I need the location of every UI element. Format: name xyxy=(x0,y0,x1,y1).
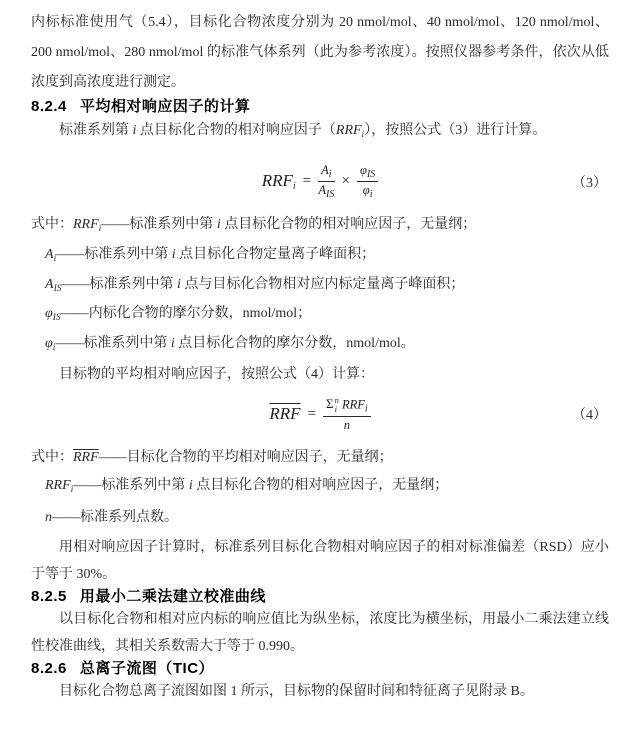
text-segment: φ xyxy=(45,306,53,322)
equation-3 xyxy=(31,156,609,208)
text-segment: ——目标化合物的平均相对响应因子，无量纲； xyxy=(98,450,393,466)
text-segment: A xyxy=(45,246,54,262)
text-segment: A xyxy=(45,276,54,292)
equation-number: （3） xyxy=(572,175,607,191)
paragraph-rrf-intro xyxy=(31,116,609,150)
multiplication-sign: × xyxy=(341,173,351,190)
text-segment: RRF xyxy=(335,123,362,138)
definition-label: 式中： xyxy=(31,450,73,466)
text-segment: i xyxy=(70,484,74,495)
section-number: 8.2.4 xyxy=(31,98,67,115)
text-segment: 点目标化合物的相对响应因子，无量纲； xyxy=(192,478,449,494)
fraction-numerator: Σ n i $RRF_i$ xyxy=(323,396,371,417)
equals-sign: = xyxy=(307,405,316,422)
formula-4 xyxy=(269,396,370,432)
definition-item xyxy=(31,301,609,331)
text-segment: 点与目标化合物相对应内标定量离子峰面积； xyxy=(180,276,465,292)
text-segment: 以目标化合物和相对应内标的响应值比为纵坐标，浓度比为横坐标，用最小二乘法建立线性校准曲线，其相关系数需大于等于 0.990。 xyxy=(31,611,609,654)
equation-number: （4） xyxy=(572,408,607,424)
text-segment: RRF xyxy=(73,216,99,232)
fraction-denominator: $\varphi_i$ xyxy=(362,183,373,201)
text-segment: i xyxy=(361,129,365,140)
text-segment: IS xyxy=(53,283,62,294)
text-segment: ——标准系列中第 xyxy=(101,216,217,232)
text-segment: 内标标准使用气（5.4），目标化合物浓度分别为 20 nmol/mol、40 nmol/mol、120 nmol/mol、200 nmol/mol、280 nmol/mol 的标准气体系列（此为参考浓度）。按照仪器参考条件，依次从低浓度到高浓度进行测定。 xyxy=(31,15,609,90)
text-segment: 点目标化合物定量离子峰面积； xyxy=(175,246,376,262)
paragraph-rsd-requirement xyxy=(31,534,609,588)
section-heading-825 xyxy=(31,588,609,606)
text-segment: ——标准系列中第 xyxy=(56,246,172,262)
definition-item xyxy=(31,331,609,361)
section-number: 8.2.6 xyxy=(31,659,67,677)
definition-item xyxy=(31,444,609,472)
paragraph-tic xyxy=(31,678,609,705)
text-segment: 标准系列第 xyxy=(59,123,133,138)
fraction-numerator: $\varphi_{IS}$ xyxy=(357,163,378,183)
fraction-sum-over-n xyxy=(323,396,371,432)
section-heading-824 xyxy=(31,98,609,116)
definition-item xyxy=(31,504,609,532)
text-segment: i xyxy=(52,343,56,354)
formula4-lhs-mean-rrf: $\overline{RRF}$ xyxy=(269,404,301,424)
text-segment: 点目标化合物的相对响应因子（ xyxy=(136,123,336,138)
text-segment: ——标准系列点数。 xyxy=(52,509,178,525)
text-segment: i xyxy=(98,223,102,234)
fraction-denominator: n xyxy=(343,417,350,432)
section-number: 8.2.5 xyxy=(31,587,67,605)
paragraph-calibration-curve xyxy=(31,606,609,660)
section-heading-826 xyxy=(31,660,609,678)
text-segment: ——标准系列中第 xyxy=(73,478,189,494)
formula3-lhs: RRFi xyxy=(261,171,296,193)
fraction-mole-ratio xyxy=(357,163,378,201)
paragraph-average-intro xyxy=(31,361,609,388)
text-segment: i xyxy=(171,246,176,262)
text-segment: ——标准系列中第 xyxy=(61,276,177,292)
text-segment: ——内标化合物的摩尔分数，nmol/mol； xyxy=(60,306,312,322)
text-segment: 点目标化合物的相对响应因子，无量纲； xyxy=(220,216,477,232)
text-segment: i xyxy=(177,276,181,292)
definition-item xyxy=(31,242,609,272)
fraction-area-ratio xyxy=(318,163,334,201)
text-segment: $\overline{RRF}$ xyxy=(73,450,99,466)
definition-item xyxy=(31,272,609,302)
text-segment: i xyxy=(188,478,193,494)
text-segment: 目标化合物总离子流图如图 1 所示，目标物的保留时间和特征离子见附录 B。 xyxy=(59,683,534,699)
text-segment: ——标准系列中第 xyxy=(55,336,171,352)
definitions-list-eq3 xyxy=(31,212,609,361)
text-segment: n xyxy=(45,509,52,525)
text-segment: RRF xyxy=(45,478,71,494)
definition-item xyxy=(31,212,609,242)
section-title: 平均相对响应因子的计算 xyxy=(79,98,251,115)
definition-label: 式中： xyxy=(31,216,73,232)
paragraph-intro xyxy=(31,8,609,98)
fraction-denominator: $A_{IS}$ xyxy=(318,183,335,201)
text-segment: φ xyxy=(45,336,53,352)
formula-3 xyxy=(262,163,379,201)
text-segment: ），按照公式（3）进行计算。 xyxy=(364,123,547,138)
text-segment: 点目标化合物的摩尔分数，nmol/mol。 xyxy=(174,336,415,352)
summation-symbol: Σ n i xyxy=(325,394,339,414)
text-segment: IS xyxy=(52,313,61,324)
equation-4 xyxy=(31,390,609,438)
text-segment: i xyxy=(53,253,57,264)
text-segment: 用相对响应因子计算时，标准系列目标化合物相对响应因子的相对标准偏差（RSD）应小于等于 30%。 xyxy=(31,539,609,582)
fraction-numerator: $A_i$ xyxy=(318,163,334,183)
equals-sign: = xyxy=(302,173,312,190)
text-segment: 目标物的平均相对响应因子，按照公式（4）计算： xyxy=(59,367,374,383)
text-segment: i xyxy=(170,336,175,352)
section-title: 用最小二乘法建立校准曲线 xyxy=(79,587,266,605)
section-title: 总离子流图（TIC） xyxy=(79,659,215,677)
text-segment: i xyxy=(216,216,221,232)
definition-item xyxy=(31,472,609,504)
text-segment: i xyxy=(132,123,137,138)
definitions-list-eq4 xyxy=(31,444,609,532)
